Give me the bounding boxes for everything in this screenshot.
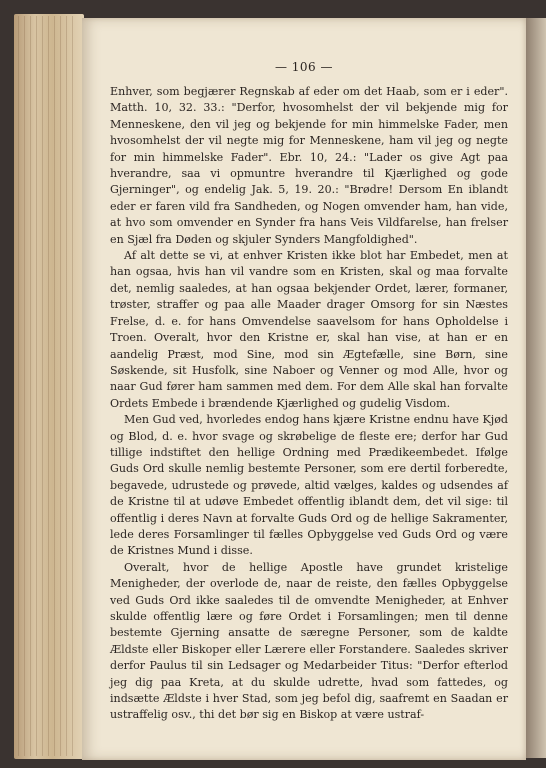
page-number: — 106 — xyxy=(274,60,334,74)
paragraph-2: Af alt dette se vi, at enhver Kristen ikke blot har Embedet, men at han ogsaa, hvis han vil vandre som en Kristen, skal og maa forvalte det, nemlig saaledes, at han ogsaa bekjender Ordet, lærer, formaner, trøster, straffer og paa alle Maader drager Omsorg for sin Næstes Frelse, d. e. for hans Omvendelse saavelsom for hans Opholdelse i Troen. Overalt, hvor den Kristne er, skal han vise, at han er en aandelig Præst, mod Sine, mod sin Ægtefælle, sine Børn, sine Søskende, sit Husfolk, sine Naboer og Venner og mod Alle, hvor og naar Gud fører ham sammen med dem. For dem Alle skal han forvalte Ordets Embede i brændende Kjærlighed og gudelig Visdom. xyxy=(110,249,508,410)
paragraph-1: Enhver, som begjærer Regnskab af eder om det Haab, som er i eder". Matth. 10, 32. 33.: "Derfor, hvosomhelst der vil bekjende mig for Menneskene, den vil jeg og bekjende for min himmelske Fader, men hvosomhelst der vil negte mig for Menneskene, ham vil jeg og negte for min himmelske Fader". Ebr. 10, 24.: "Lader os give Agt paa hverandre, saa vi opmuntre hverandre til Kjærlighed og gode Gjerninger", og endelig Jak. 5, 19. 20.: "Brødre! Dersom En iblandt eder er faren vild fra Sandheden, og Nogen omvender ham, han vide, at hvo som omvender en Synder fra hans Veis Vildfarelse, han frelser en Sjæl fra Døden og skjuler Synders Mangfoldighed". xyxy=(110,85,508,246)
page-text xyxy=(110,84,508,724)
book-page-edge-lines xyxy=(18,16,78,756)
book-cover-edge xyxy=(524,18,546,758)
paragraph-3: Men Gud ved, hvorledes endog hans kjære Kristne endnu have Kjød og Blod, d. e. hvor svage og skrøbelige de fleste ere; derfor har Gud tillige indstiftet den hellige Ordning med Prædikeembedet. Ifølge Guds Ord skulle nemlig bestemte Personer, som ere dertil forberedte, begavede, udrustede og prøvede, altid vælges, kaldes og udsendes af de Kristne til at udøve Embedet offentlig iblandt dem, det vil sige: til offentlig i deres Navn at forvalte Guds Ord og de hellige Sakramenter, lede deres Forsamlinger til fælles Opbyggelse ved Guds Ord og være de Kristnes Mund i disse. xyxy=(110,413,508,558)
book-page xyxy=(82,18,526,760)
paragraph-4: Overalt, hvor de hellige Apostle have grundet kristelige Menigheder, der overlode de, naar de reiste, den fælles Opbyggelse ved Guds Ord ikke saaledes til de omvendte Menigheder, at Enhver skulde offentlig lære og føre Ordet i Forsamlingen; men til denne bestemte Gjerning ansatte de særegne Personer, som de kaldte Ældste eller Biskoper eller Lærere eller Forstandere. Saaledes skriver derfor Paulus til sin Ledsager og Medarbeider Titus: "Derfor efterlod jeg dig paa Kreta, at du skulde udrette, hvad som fattedes, og indsætte Ældste i hver Stad, som jeg befol dig, saafremt en Saadan er ustraffelig osv., thi det bør sig en Biskop at være ustraf- xyxy=(110,560,508,722)
